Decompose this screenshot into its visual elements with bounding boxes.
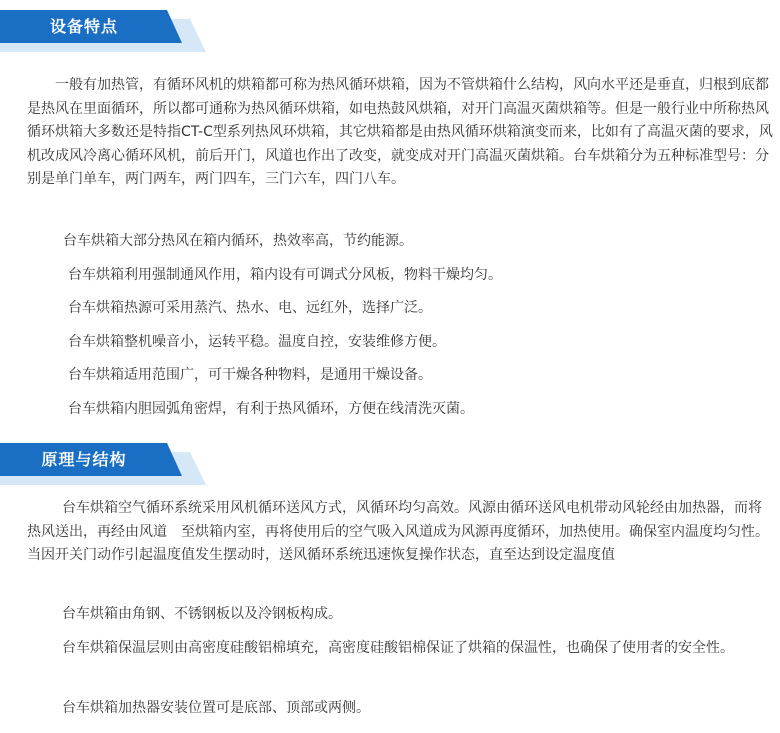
insulation-text: 台车烘箱保温层则由高密度硅酸铝棉填充，高密度硅酸铝棉保证了烘箱的保温性，也确保了使用者的安全性。 bbox=[62, 640, 734, 656]
intro-paragraph: 一般有加热管，有循环风机的烘箱都可称为热风循环烘箱，因为不管烘箱什么结构，风向水平还是垂直，归根到底都是热风在里面循环，所以都可通称为热风循环烘箱，如电热鼓风烘箱，对开门高温灭菌烘箱等。但是一般行业中所称热风循环烘箱大多数还是特指CT-C型系列热风环烘箱，其它烘箱都是由热风循环烘箱演变而来，比如有了高温灭菌的要求，风机改成风冷离心循环风机，前后开门，风道也作出了改变，就变成对开门高温灭菌烘箱。台车烘箱分为五种标准型号：分别是单门单车，两门两车，两门四车，三门六车，四门八车。 bbox=[27, 77, 773, 187]
principle-paragraph bbox=[27, 497, 773, 568]
feature-item: 台车烘箱利用强制通风作用，箱内设有可调式分风板，物料干燥均匀。 bbox=[68, 267, 502, 283]
principle-text: 台车烘箱空气循环系统采用风机循环送风方式，风循环均匀高效。风源由循环送风电机带动风轮经由加热器，而将热风送出，再经由风道 至烘箱内室，再将使用后的空气吸入风道成为风源再度循环，加热使用。确保室内温度均匀性。当因开关门动作引起温度值发生摆动时，送风循环系统迅速恢复操作状态，直至达到设定温度值 bbox=[27, 500, 769, 563]
section-title: 原理与结构 bbox=[41, 450, 127, 469]
section-title: 设备特点 bbox=[49, 17, 118, 36]
heater-paragraph: 台车烘箱加热器安装位置可是底部、顶部或两侧。 bbox=[62, 700, 370, 716]
feature-item: 台车烘箱内胆园弧角密焊，有利于热风循环，方便在线清洗灭菌。 bbox=[68, 401, 474, 417]
feature-item: 台车烘箱适用范围广，可干燥各种物料，是通用干燥设备。 bbox=[68, 367, 432, 383]
section-header-features bbox=[0, 10, 215, 54]
feature-item: 台车烘箱大部分热风在箱内循环，热效率高，节约能源。 bbox=[63, 233, 413, 249]
feature-item: 台车烘箱整机噪音小，运转平稳。温度自控，安装维修方便。 bbox=[68, 334, 446, 350]
insulation-paragraph bbox=[27, 637, 773, 661]
structure-paragraph: 台车烘箱由角钢、不锈钢板以及冷钢板构成。 bbox=[62, 606, 342, 622]
section-header-principle bbox=[0, 443, 215, 487]
feature-item: 台车烘箱热源可采用蒸汽、热水、电、远红外，选择广泛。 bbox=[68, 300, 432, 316]
